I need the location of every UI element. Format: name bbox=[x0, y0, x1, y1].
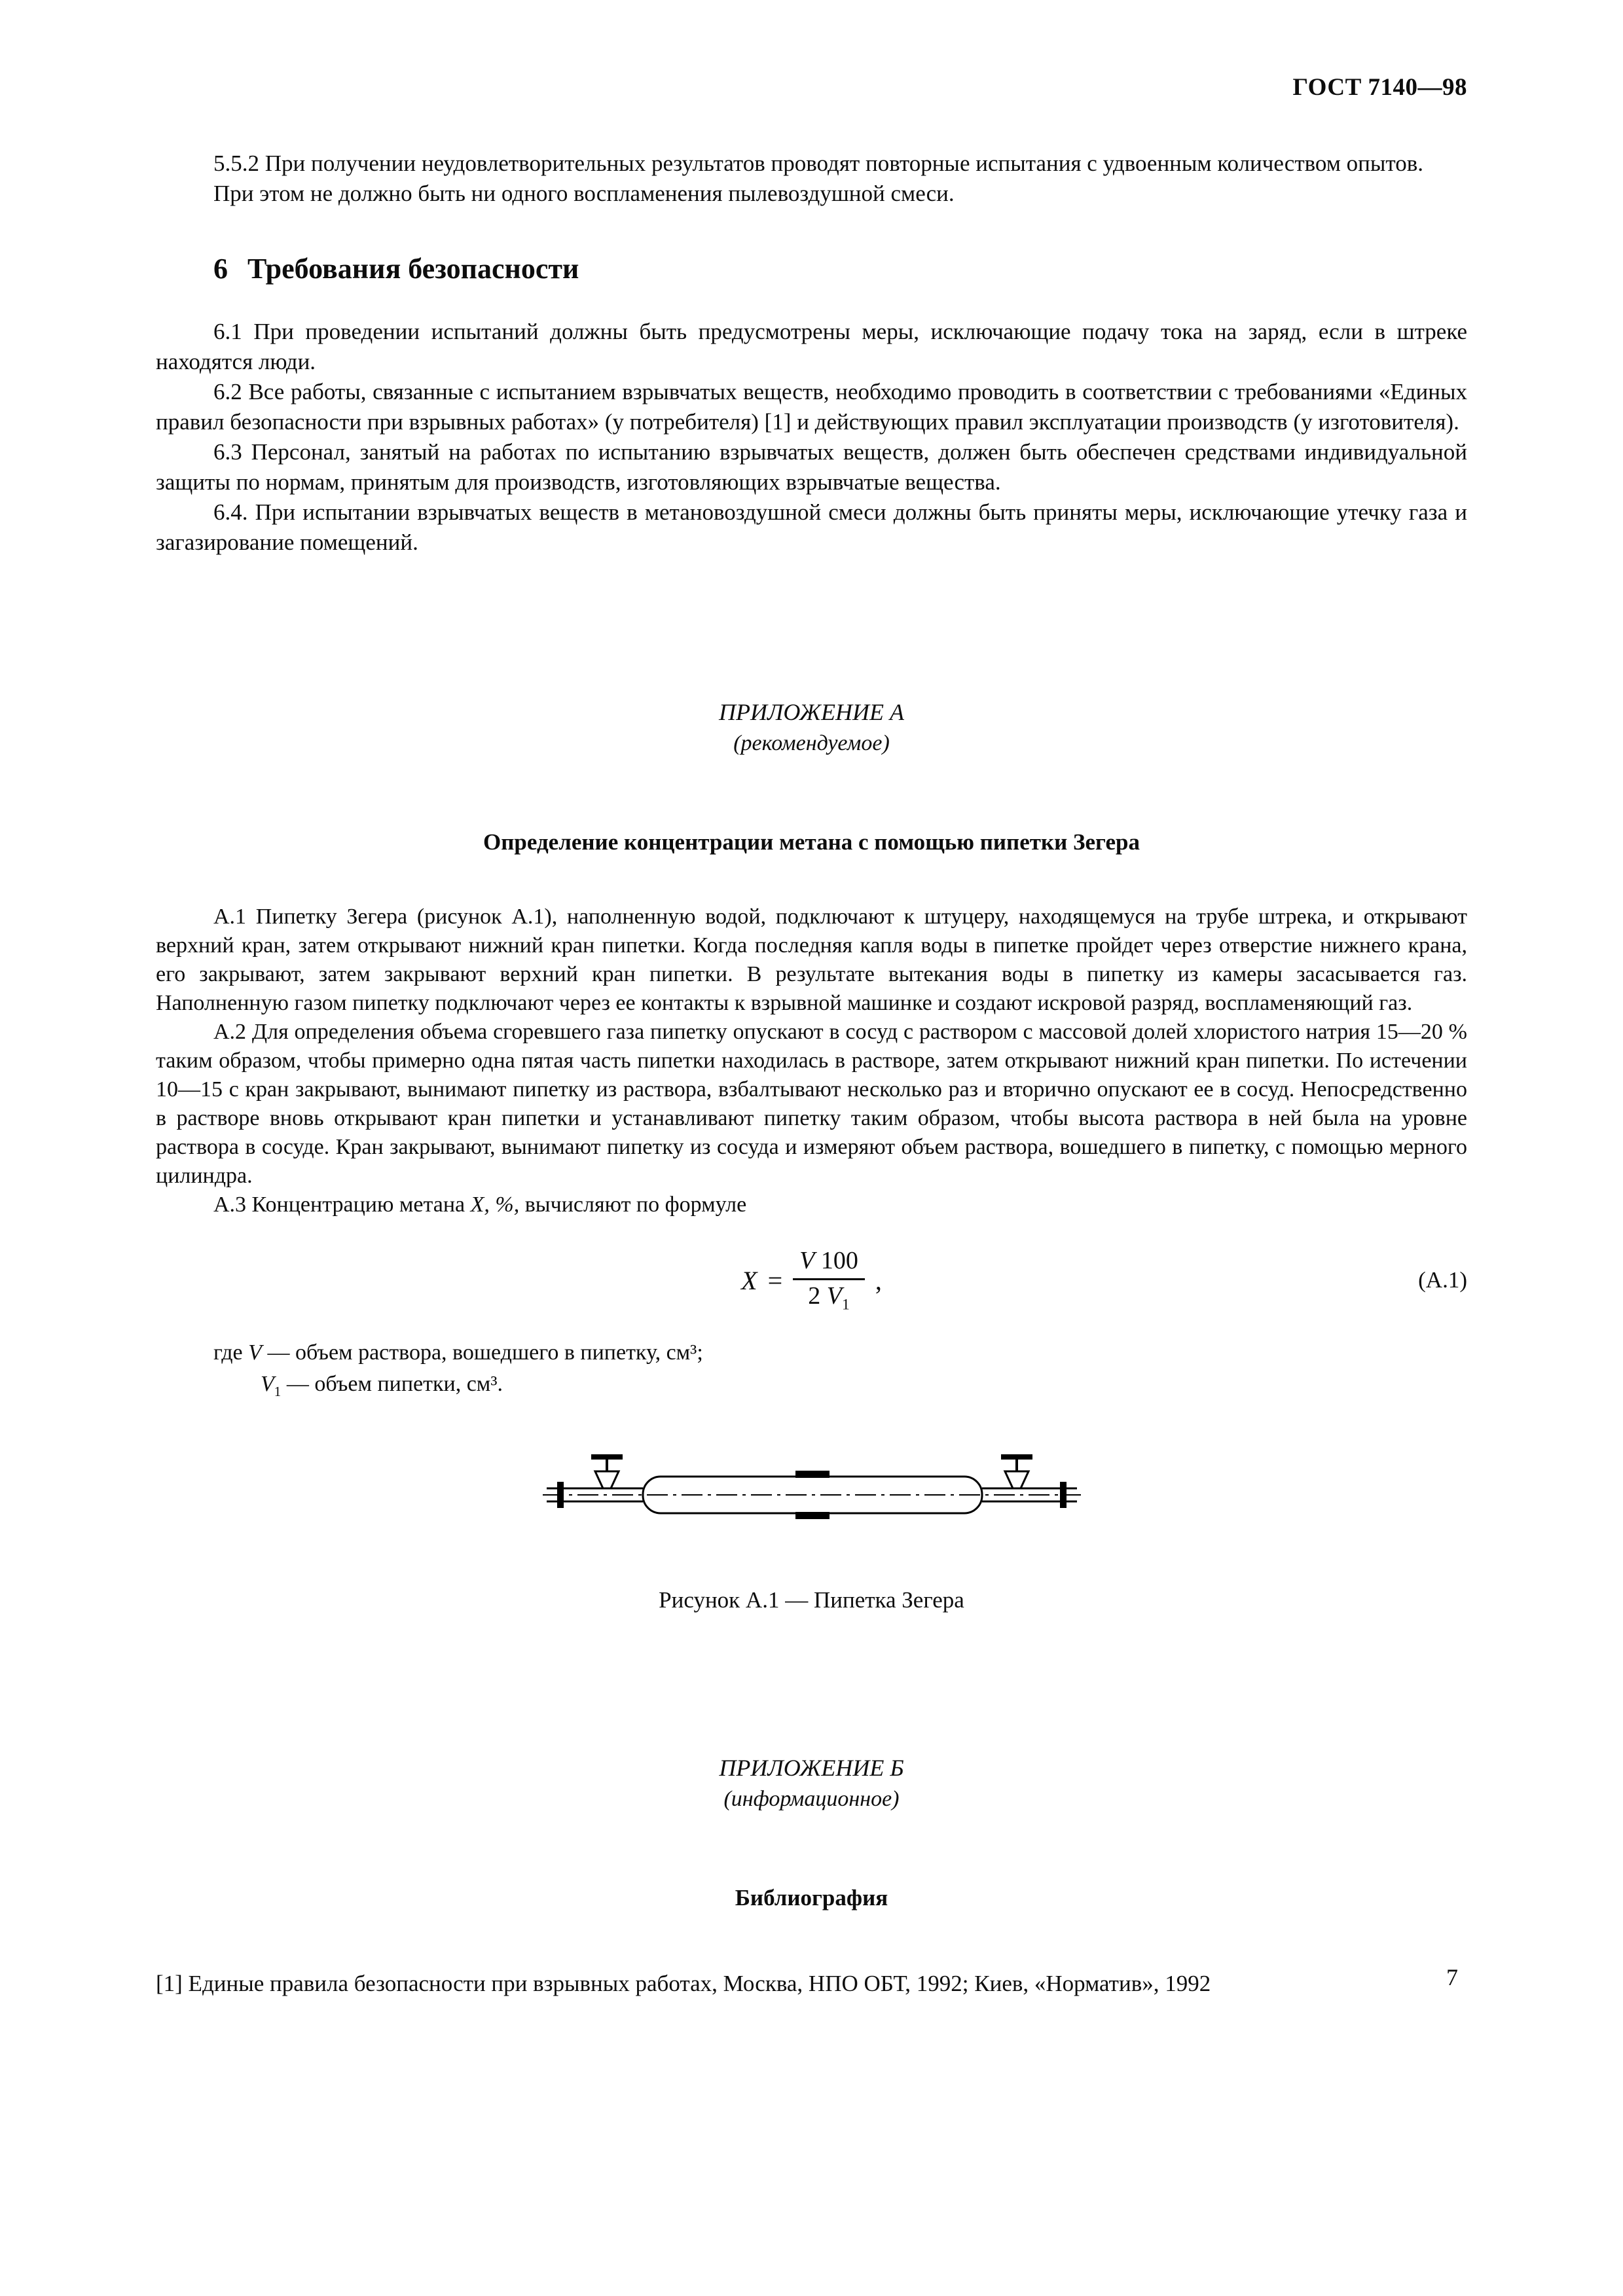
formula-numerator bbox=[793, 1247, 865, 1280]
doc-number: ГОСТ 7140—98 bbox=[1292, 74, 1467, 101]
where-line-1 bbox=[213, 1337, 1467, 1369]
section-6-title bbox=[213, 252, 1467, 285]
numerator-constant: 100 bbox=[820, 1247, 858, 1274]
zeger-pipette-figure bbox=[156, 1449, 1467, 1544]
where-line-2-variable: V bbox=[261, 1372, 274, 1397]
formula-number: (А.1) bbox=[1418, 1267, 1467, 1293]
paragraph-5-5-2: 5.5.2 При получении неудовлетворительных результатов проводят повторные испытания с удвоенным количеством опытов. bbox=[213, 151, 1423, 176]
where-line-1-text: — объем раствора, вошедшего в пипетку, см³; bbox=[261, 1340, 703, 1365]
denominator-constant: 2 bbox=[808, 1282, 821, 1310]
paragraph-6-2: 6.2 Все работы, связанные с испытанием взрывчатых веществ, необходимо проводить в соответствии с требованиями «Единых правил безопасности при взрывных работах» (у потребителя) [1] и действующих правил эксплуатации производств (у изготовителя). bbox=[156, 379, 1467, 435]
appendix-a-title: Определение концентрации метана с помощью пипетки Зегера bbox=[483, 829, 1140, 855]
paragraph-6-4: 6.4. При испытании взрывчатых веществ в метановоздушной смеси должны быть приняты меры, исключающие утечку газа и загазирование помещений. bbox=[156, 499, 1467, 555]
pipette-drawing bbox=[540, 1449, 1084, 1541]
appendix-a-kind: (рекомендуемое) bbox=[733, 731, 890, 755]
section-6-number: 6 bbox=[213, 253, 228, 285]
appendix-b-kind: (информационное) bbox=[723, 1787, 900, 1812]
paragraph-a-1: А.1 Пипетку Зегера (рисунок А.1), наполненную водой, подключают к штуцеру, находящемуся на трубе штрека, и открывают верхний кран, затем открывают нижний кран пипетки. Когда последняя капля воды в пипетке пройдет через отверстие нижнего крана, его закрывают, затем закрывают верхний кран пипетки. В результате вытекания воды в пипетку из камеры засасывается газ. Наполненную газом пипетку подключают через ее контакты к взрывной машинке и создают искровой разряд, воспламеняющий газ. bbox=[156, 905, 1467, 1015]
paragraph-6-3: 6.3 Персонал, занятый на работах по испытанию взрывчатых веществ, должен быть обеспечен средствами индивидуальной защиты по нормам, принятым для производств, изготовляющих взрывчатые вещества. bbox=[156, 439, 1467, 495]
where-lead: где bbox=[213, 1340, 243, 1365]
denominator-subscript: 1 bbox=[841, 1296, 850, 1314]
formula-denominator bbox=[793, 1280, 865, 1314]
section-6-title-text: Требования безопасности bbox=[247, 253, 579, 285]
where-line-1-variable: V bbox=[248, 1340, 262, 1365]
paragraph-a-3-variable: X, %, bbox=[470, 1193, 520, 1217]
appendix-b-label: ПРИЛОЖЕНИЕ Б bbox=[719, 1755, 904, 1782]
formula-expression bbox=[741, 1247, 882, 1314]
paragraph-5-5-2-note: При этом не должно быть ни одного воспламенения пылевоздушной смеси. bbox=[213, 181, 955, 206]
formula-lhs: X bbox=[741, 1265, 757, 1295]
formula-a1 bbox=[156, 1247, 1467, 1314]
page-number: 7 bbox=[1446, 1964, 1458, 1990]
formula-fraction bbox=[793, 1247, 865, 1314]
bibliography-reference: [1] Единые правила безопасности при взрывных работах, Москва, НПО ОБТ, 1992; Киев, «Норматив», 1992 bbox=[156, 1971, 1211, 1997]
figure-caption: Рисунок А.1 — Пипетка Зегера bbox=[659, 1587, 964, 1613]
paragraph-6-1: 6.1 При проведении испытаний должны быть предусмотрены меры, исключающие подачу тока на заряд, если в штреке находятся люди. bbox=[156, 319, 1467, 374]
bibliography-title: Библиография bbox=[735, 1885, 888, 1911]
formula-comma: , bbox=[875, 1265, 882, 1295]
where-line-2-text: — объем пипетки, см³. bbox=[281, 1372, 503, 1397]
appendix-a-label: ПРИЛОЖЕНИЕ А bbox=[719, 699, 904, 725]
where-line-2 bbox=[261, 1369, 1467, 1407]
formula-equals: = bbox=[767, 1265, 783, 1295]
where-line-2-subscript: 1 bbox=[274, 1384, 282, 1400]
paragraph-a-2: А.2 Для определения объема сгоревшего газа пипетку опускают в сосуд с раствором с массовой долей хлористого натрия 15—20 % таким образом, чтобы примерно одна пятая часть пипетки находилась в растворе, затем открывают нижний кран пипетки. По истечении 10—15 с кран закрывают, вынимают пипетку из раствора, взбалтывают несколько раз и вторично опускают ее в сосуд. Непосредственно в растворе вновь открывают кран пипетки и устанавливают пипетку таким образом, чтобы высота раствора в ней была на уровне раствора в сосуде. Кран закрывают, вынимают пипетку из сосуда и измеряют объем раствора, вошедшего в пипетку, с помощью мерного цилиндра. bbox=[156, 1020, 1467, 1188]
denominator-variable: V bbox=[826, 1282, 842, 1310]
paragraph-a-3 bbox=[156, 1191, 1467, 1219]
paragraph-a-3-suffix: вычисляют по формуле bbox=[519, 1193, 747, 1217]
paragraph-a-3-prefix: А.3 Концентрацию метана bbox=[213, 1193, 471, 1217]
numerator-variable: V bbox=[799, 1247, 815, 1274]
